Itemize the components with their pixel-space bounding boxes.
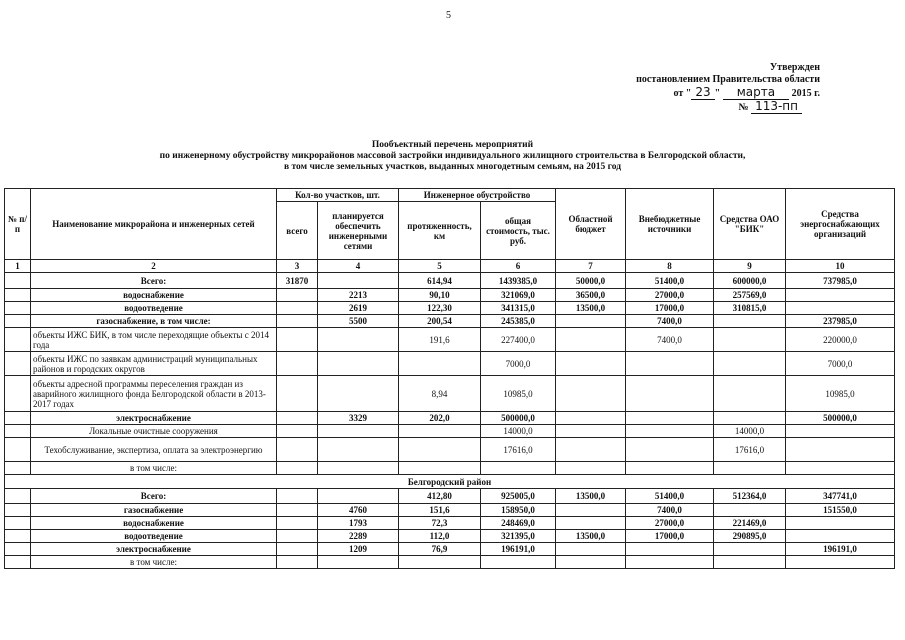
cell-planned <box>318 489 399 504</box>
cell-cost: 321395,0 <box>481 530 556 543</box>
column-number-cell: 6 <box>481 260 556 273</box>
table-row <box>5 543 895 556</box>
cell-bik: 221469,0 <box>714 517 786 530</box>
cell-bik: 600000,0 <box>714 273 786 289</box>
cell-energy: 237985,0 <box>786 315 895 328</box>
cell-num <box>5 273 31 289</box>
cell-name: водоотведение <box>31 530 277 543</box>
cell-reg: 36500,0 <box>556 289 626 302</box>
page-number: 5 <box>446 10 451 21</box>
cell-reg <box>556 438 626 462</box>
cell-num <box>5 543 31 556</box>
cell-planned <box>318 462 399 475</box>
cell-total <box>277 543 318 556</box>
cell-energy <box>786 530 895 543</box>
cell-reg: 13500,0 <box>556 530 626 543</box>
cell-total <box>277 412 318 425</box>
cell-bik: 512364,0 <box>714 489 786 504</box>
cell-planned: 2213 <box>318 289 399 302</box>
title-line3: в том числе земельных участков, выданных многодетным семьям, на 2015 год <box>283 162 621 172</box>
cell-name: Всего: <box>31 489 277 504</box>
measures-table <box>4 188 895 569</box>
cell-length <box>399 352 481 376</box>
cell-bik: 310815,0 <box>714 302 786 315</box>
cell-energy: 151550,0 <box>786 504 895 517</box>
cell-num <box>5 315 31 328</box>
table-row <box>5 517 895 530</box>
cell-cost: 248469,0 <box>481 517 556 530</box>
table-row <box>5 315 895 328</box>
cell-planned <box>318 352 399 376</box>
cell-extra <box>626 462 714 475</box>
cell-cost <box>481 556 556 569</box>
cell-name: газоснабжение, в том числе: <box>31 315 277 328</box>
cell-length <box>399 425 481 438</box>
cell-length <box>399 438 481 462</box>
cell-name: объекты ИЖС БИК, в том числе переходящие объекты с 2014 года <box>31 328 277 352</box>
cell-reg <box>556 328 626 352</box>
cell-total <box>277 352 318 376</box>
number-prefix: № <box>738 102 749 113</box>
date-day: 23 <box>691 85 714 100</box>
cell-total <box>277 289 318 302</box>
cell-extra <box>626 352 714 376</box>
table-row <box>5 289 895 302</box>
cell-extra: 7400,0 <box>626 504 714 517</box>
cell-name: в том числе: <box>31 462 277 475</box>
cell-planned <box>318 556 399 569</box>
cell-length: 191,6 <box>399 328 481 352</box>
header-plots-total: всего <box>277 202 318 260</box>
cell-reg: 13500,0 <box>556 302 626 315</box>
cell-length: 614,94 <box>399 273 481 289</box>
cell-planned <box>318 425 399 438</box>
cell-name: газоснабжение <box>31 504 277 517</box>
table-row <box>5 328 895 352</box>
cell-reg <box>556 352 626 376</box>
cell-cost: 10985,0 <box>481 376 556 412</box>
header-num: № п/п <box>5 189 31 260</box>
cell-planned <box>318 273 399 289</box>
cell-planned: 1793 <box>318 517 399 530</box>
cell-extra: 51400,0 <box>626 489 714 504</box>
cell-reg <box>556 315 626 328</box>
cell-extra: 51400,0 <box>626 273 714 289</box>
title-line1: Пообъектный перечень мероприятий <box>371 140 534 150</box>
cell-total <box>277 376 318 412</box>
cell-cost: 500000,0 <box>481 412 556 425</box>
cell-cost: 158950,0 <box>481 504 556 517</box>
cell-total <box>277 489 318 504</box>
header-cost: общая стоимость, тыс. руб. <box>481 202 556 260</box>
cell-num <box>5 352 31 376</box>
cell-num <box>5 425 31 438</box>
cell-extra <box>626 438 714 462</box>
cell-cost: 1439385,0 <box>481 273 556 289</box>
cell-num <box>5 556 31 569</box>
summary-rows <box>5 273 895 475</box>
document-title <box>0 140 905 173</box>
header-name: Наименование микрорайона и инженерных сетей <box>31 189 277 260</box>
header-length: протяженность, км <box>399 202 481 260</box>
header-energy: Средства энергоснабжающих организаций <box>786 189 895 260</box>
cell-total: 31870 <box>277 273 318 289</box>
column-number-cell: 8 <box>626 260 714 273</box>
cell-reg <box>556 462 626 475</box>
cell-reg <box>556 412 626 425</box>
cell-total <box>277 556 318 569</box>
cell-extra <box>626 556 714 569</box>
date-year: 2015 г. <box>791 88 820 99</box>
cell-extra <box>626 425 714 438</box>
cell-reg <box>556 504 626 517</box>
cell-name: водоотведение <box>31 302 277 315</box>
cell-num <box>5 412 31 425</box>
cell-reg: 13500,0 <box>556 489 626 504</box>
cell-extra <box>626 412 714 425</box>
cell-energy: 220000,0 <box>786 328 895 352</box>
cell-name: электроснабжение <box>31 412 277 425</box>
cell-total <box>277 438 318 462</box>
region-title: Белгородский район <box>5 475 895 489</box>
cell-num <box>5 438 31 462</box>
column-number-cell: 9 <box>714 260 786 273</box>
cell-length: 76,9 <box>399 543 481 556</box>
cell-num <box>5 289 31 302</box>
title-line2: по инженерному обустройству микрорайонов массовой застройки индивидуального жилищного строительства в Белгородской области, <box>159 151 746 161</box>
cell-extra <box>626 376 714 412</box>
approval-block <box>620 62 820 114</box>
cell-length: 202,0 <box>399 412 481 425</box>
column-number-cell: 1 <box>5 260 31 273</box>
cell-energy <box>786 462 895 475</box>
cell-name: объекты адресной программы переселения граждан из аварийного жилищного фонда Белгородской области в 2013-2017 годах <box>31 376 277 412</box>
cell-planned: 2619 <box>318 302 399 315</box>
cell-planned <box>318 438 399 462</box>
cell-total <box>277 504 318 517</box>
cell-energy: 196191,0 <box>786 543 895 556</box>
table-row <box>5 352 895 376</box>
column-number-cell: 5 <box>399 260 481 273</box>
header-bik: Средства ОАО "БИК" <box>714 189 786 260</box>
cell-length: 90,10 <box>399 289 481 302</box>
cell-total <box>277 425 318 438</box>
cell-length: 412,80 <box>399 489 481 504</box>
cell-name: электроснабжение <box>31 543 277 556</box>
cell-bik: 17616,0 <box>714 438 786 462</box>
cell-cost: 245385,0 <box>481 315 556 328</box>
cell-planned: 4760 <box>318 504 399 517</box>
cell-num <box>5 328 31 352</box>
cell-bik <box>714 376 786 412</box>
table-row <box>5 530 895 543</box>
region-rows <box>5 489 895 569</box>
approval-date <box>620 86 820 100</box>
column-number-cell: 2 <box>31 260 277 273</box>
header-engineering: Инженерное обустройство <box>399 189 556 202</box>
date-mid: " <box>714 88 721 99</box>
cell-num <box>5 462 31 475</box>
cell-reg <box>556 517 626 530</box>
doc-number: 113-пп <box>751 99 802 114</box>
cell-length <box>399 556 481 569</box>
approval-number <box>620 100 802 114</box>
cell-bik <box>714 543 786 556</box>
column-numbers-row <box>5 260 895 273</box>
cell-energy <box>786 517 895 530</box>
cell-energy <box>786 425 895 438</box>
cell-name: водоснабжение <box>31 289 277 302</box>
cell-length <box>399 462 481 475</box>
cell-extra: 17000,0 <box>626 302 714 315</box>
cell-planned <box>318 328 399 352</box>
cell-bik: 14000,0 <box>714 425 786 438</box>
cell-cost: 341315,0 <box>481 302 556 315</box>
cell-length: 151,6 <box>399 504 481 517</box>
cell-extra: 7400,0 <box>626 315 714 328</box>
cell-bik <box>714 315 786 328</box>
cell-num <box>5 517 31 530</box>
cell-energy: 500000,0 <box>786 412 895 425</box>
cell-length: 112,0 <box>399 530 481 543</box>
cell-name: объекты ИЖС по заявкам администраций муниципальных районов и городских округов <box>31 352 277 376</box>
cell-name: Всего: <box>31 273 277 289</box>
cell-length: 122,30 <box>399 302 481 315</box>
table-row <box>5 489 895 504</box>
date-prefix: от " <box>673 88 692 99</box>
cell-extra: 27000,0 <box>626 289 714 302</box>
cell-bik <box>714 412 786 425</box>
cell-reg <box>556 556 626 569</box>
cell-num <box>5 504 31 517</box>
cell-bik <box>714 352 786 376</box>
cell-bik <box>714 328 786 352</box>
cell-energy <box>786 289 895 302</box>
cell-cost: 14000,0 <box>481 425 556 438</box>
cell-cost: 925005,0 <box>481 489 556 504</box>
date-month: марта <box>723 85 789 100</box>
cell-planned: 2289 <box>318 530 399 543</box>
cell-cost: 17616,0 <box>481 438 556 462</box>
cell-energy: 10985,0 <box>786 376 895 412</box>
cell-cost: 321069,0 <box>481 289 556 302</box>
cell-name: водоснабжение <box>31 517 277 530</box>
cell-length: 8,94 <box>399 376 481 412</box>
approval-line1: Утвержден <box>769 62 820 73</box>
cell-extra: 7400,0 <box>626 328 714 352</box>
table-row <box>5 556 895 569</box>
cell-bik: 290895,0 <box>714 530 786 543</box>
cell-cost: 227400,0 <box>481 328 556 352</box>
cell-length: 72,3 <box>399 517 481 530</box>
cell-cost: 196191,0 <box>481 543 556 556</box>
cell-total <box>277 517 318 530</box>
cell-planned: 5500 <box>318 315 399 328</box>
cell-num <box>5 302 31 315</box>
cell-energy: 7000,0 <box>786 352 895 376</box>
cell-num <box>5 530 31 543</box>
cell-num <box>5 489 31 504</box>
cell-extra: 17000,0 <box>626 530 714 543</box>
cell-bik <box>714 462 786 475</box>
cell-cost <box>481 462 556 475</box>
table-row <box>5 273 895 289</box>
cell-name: Техобслуживание, экспертиза, оплата за электроэнергию <box>31 438 277 462</box>
column-number-cell: 4 <box>318 260 399 273</box>
cell-energy <box>786 556 895 569</box>
region-row <box>5 475 895 489</box>
table-row <box>5 302 895 315</box>
cell-planned: 1209 <box>318 543 399 556</box>
cell-planned: 3329 <box>318 412 399 425</box>
cell-bik: 257569,0 <box>714 289 786 302</box>
cell-total <box>277 462 318 475</box>
approval-line2: постановлением Правительства области <box>636 74 820 85</box>
cell-reg: 50000,0 <box>556 273 626 289</box>
cell-energy <box>786 302 895 315</box>
column-number-cell: 10 <box>786 260 895 273</box>
table-row <box>5 504 895 517</box>
cell-length: 200,54 <box>399 315 481 328</box>
cell-num <box>5 376 31 412</box>
header-regional: Областной бюджет <box>556 189 626 260</box>
cell-reg <box>556 425 626 438</box>
column-number-cell: 7 <box>556 260 626 273</box>
table-row <box>5 412 895 425</box>
cell-total <box>277 530 318 543</box>
cell-total <box>277 302 318 315</box>
cell-name: Локальные очистные сооружения <box>31 425 277 438</box>
column-number-cell: 3 <box>277 260 318 273</box>
table-row <box>5 376 895 412</box>
cell-total <box>277 328 318 352</box>
cell-energy: 737985,0 <box>786 273 895 289</box>
cell-energy: 347741,0 <box>786 489 895 504</box>
cell-extra: 27000,0 <box>626 517 714 530</box>
cell-energy <box>786 438 895 462</box>
cell-extra <box>626 543 714 556</box>
cell-reg <box>556 376 626 412</box>
table-row <box>5 462 895 475</box>
cell-name: в том числе: <box>31 556 277 569</box>
header-extrabudget: Внебюджетные источники <box>626 189 714 260</box>
cell-bik <box>714 504 786 517</box>
table-row <box>5 438 895 462</box>
cell-planned <box>318 376 399 412</box>
cell-bik <box>714 556 786 569</box>
cell-cost: 7000,0 <box>481 352 556 376</box>
header-plots-planned: планируется обеспечить инженерными сетями <box>318 202 399 260</box>
table-row <box>5 425 895 438</box>
cell-total <box>277 315 318 328</box>
cell-reg <box>556 543 626 556</box>
header-plots: Кол-во участков, шт. <box>277 189 399 202</box>
